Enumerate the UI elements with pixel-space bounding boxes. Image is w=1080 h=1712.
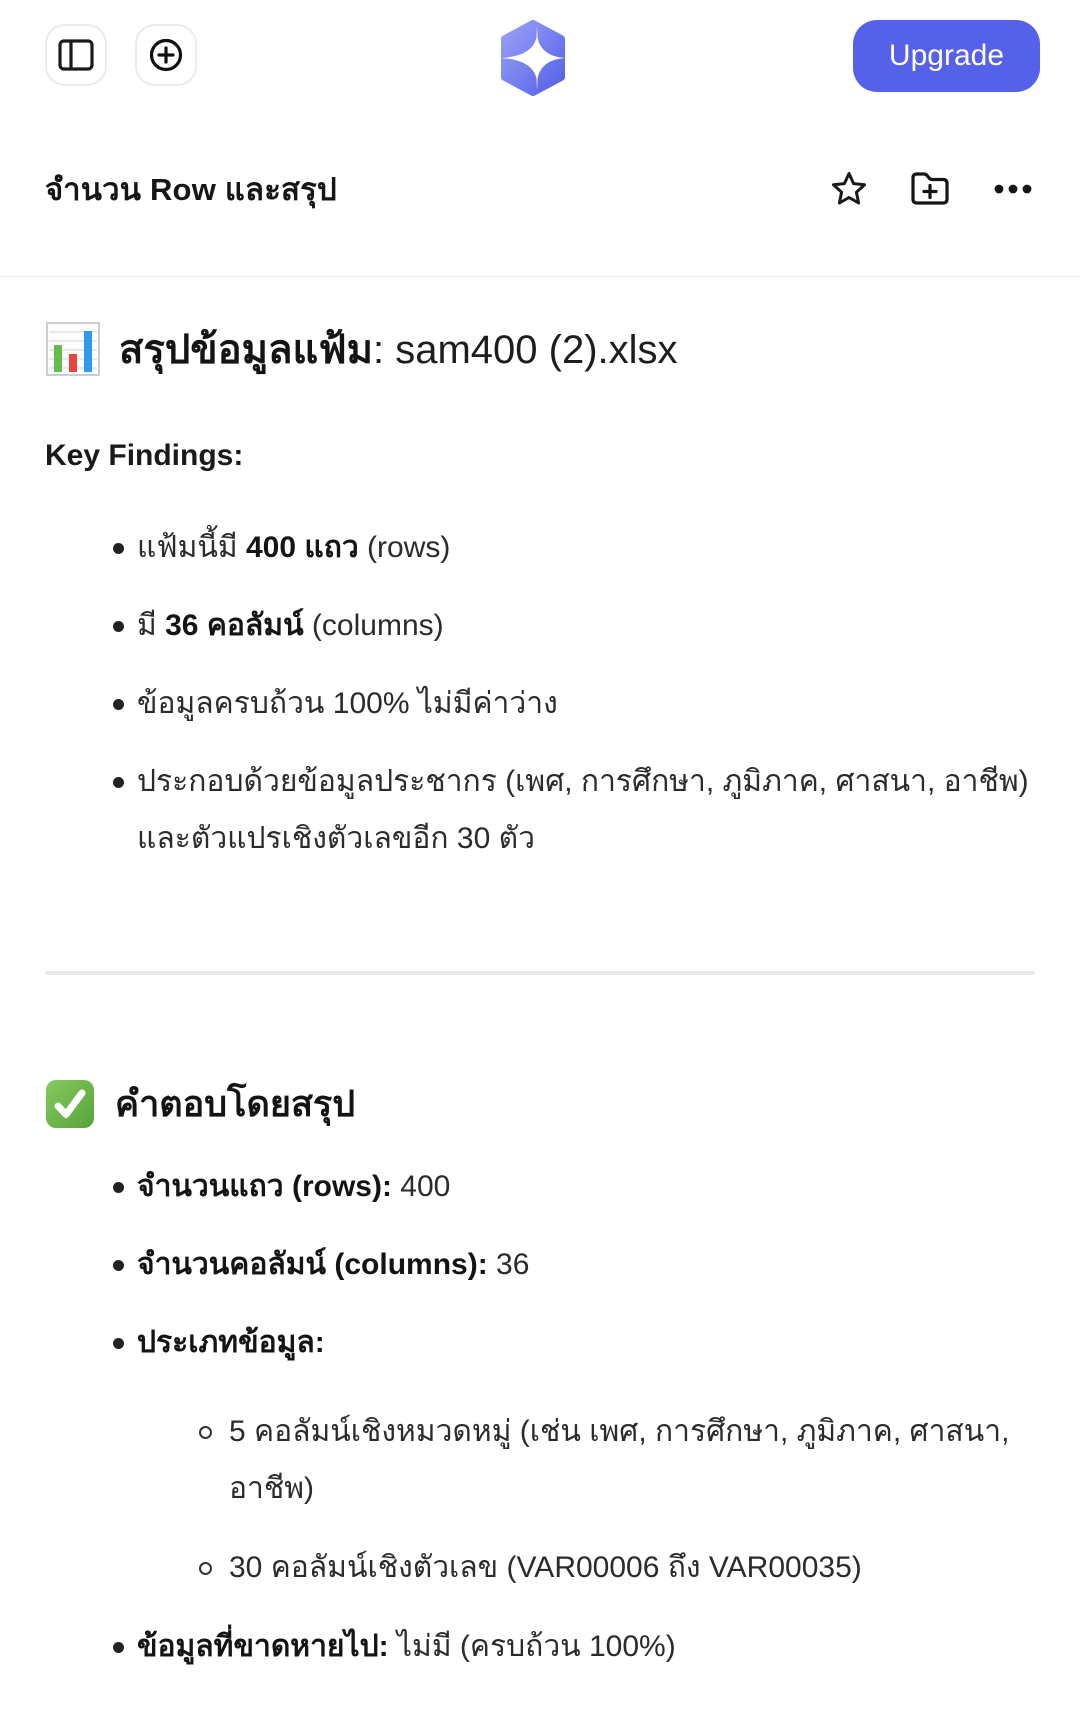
item-bold: จำนวนคอลัมน์ (columns): — [137, 1248, 488, 1281]
list-item — [45, 519, 1035, 576]
list-item — [45, 1158, 1035, 1215]
sub-list-item — [137, 1403, 1035, 1517]
check-mark-icon — [45, 1079, 95, 1129]
key-findings-list — [45, 519, 1035, 867]
top-bar — [0, 0, 1080, 112]
star-icon — [829, 169, 869, 209]
list-item — [45, 753, 1035, 867]
item-bold: 36 คอลัมน์ — [165, 609, 304, 642]
item-text: 400 — [391, 1170, 451, 1203]
doc-heading-filename: : sam400 (2).xlsx — [373, 328, 678, 372]
item-text: (rows) — [358, 531, 451, 564]
item-text: ประกอบด้วยข้อมูลประชากร (เพศ, การศึกษา, ภูมิภาค, ศาสนา, อาชีพ) และตัวแปรเชิงตัวเลขอีก 30 ตัว — [137, 765, 1029, 855]
document-body — [0, 277, 1080, 1675]
list-item — [45, 675, 1035, 732]
favorite-button[interactable] — [829, 169, 869, 209]
section-divider — [45, 971, 1035, 975]
list-item — [45, 1314, 1035, 1596]
item-text: มี — [137, 609, 166, 642]
bar-chart-icon — [45, 321, 101, 377]
item-text: 36 — [487, 1248, 530, 1281]
more-options-button[interactable] — [991, 169, 1035, 209]
doc-heading-bold: สรุปข้อมูลแฟ้ม — [119, 328, 374, 372]
item-text: 30 คอลัมน์เชิงตัวเลข (VAR00006 ถึง VAR00035) — [229, 1551, 862, 1584]
sidebar-toggle-button[interactable] — [45, 24, 107, 86]
title-actions — [829, 169, 1035, 209]
summary-heading — [45, 1075, 1035, 1132]
summary-list — [45, 1158, 1035, 1675]
app-logo-icon — [495, 20, 571, 96]
list-item — [45, 1618, 1035, 1675]
item-bold: ข้อมูลที่ขาดหายไป: — [137, 1630, 389, 1663]
item-text: แฟ้มนี้มี — [137, 531, 246, 564]
new-chat-button[interactable] — [135, 24, 197, 86]
summary-heading-text: คำตอบโดยสรุป — [115, 1083, 356, 1124]
sub-list-item — [137, 1539, 1035, 1596]
item-text: (columns) — [303, 609, 444, 642]
add-to-project-button[interactable] — [909, 170, 951, 208]
item-bold: ประเภทข้อมูล: — [137, 1326, 325, 1359]
list-item — [45, 1236, 1035, 1293]
plus-circle-icon — [148, 37, 184, 73]
item-bold: จำนวนแถว (rows): — [137, 1170, 392, 1203]
item-text: 5 คอลัมน์เชิงหมวดหมู่ (เช่น เพศ, การศึกษา, ภูมิภาค, ศาสนา, อาชีพ) — [229, 1415, 1010, 1505]
item-text: ข้อมูลครบถ้วน 100% ไม่มีค่าว่าง — [137, 687, 558, 720]
doc-heading — [45, 317, 1035, 381]
conversation-title: จำนวน Row และสรุป — [45, 172, 337, 207]
item-bold: 400 แถว — [245, 531, 359, 564]
key-findings-heading: Key Findings: — [45, 439, 244, 472]
folder-plus-icon — [909, 170, 951, 208]
conversation-title-bar — [0, 112, 1080, 277]
item-text: ไม่มี (ครบถ้วน 100%) — [388, 1630, 676, 1663]
data-types-sublist — [137, 1403, 1035, 1596]
list-item — [45, 597, 1035, 654]
sidebar-panel-icon — [58, 39, 94, 71]
ellipsis-icon — [991, 169, 1035, 209]
upgrade-button[interactable]: Upgrade — [853, 20, 1040, 92]
